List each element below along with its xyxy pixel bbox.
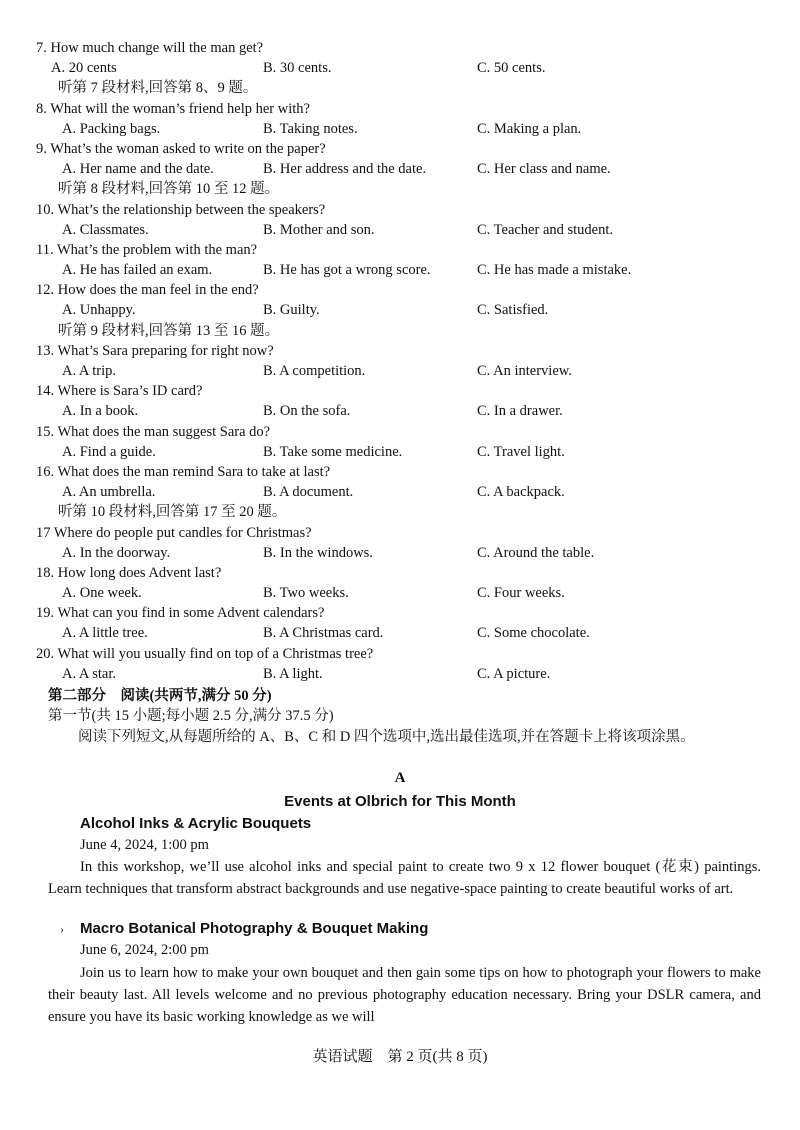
event-title: Macro Botanical Photography & Bouquet Making <box>80 920 429 937</box>
question-stem: 17 Where do people put candles for Christmas? <box>36 524 312 541</box>
option-c: C. A backpack. <box>477 484 565 501</box>
listening-section-instruction: 听第 10 段材料,回答第 17 至 20 题。 <box>58 504 287 521</box>
option-b: B. A Christmas card. <box>263 625 384 642</box>
listening-section-instruction: 听第 7 段材料,回答第 8、9 题。 <box>58 80 258 97</box>
question-stem: 11. What’s the problem with the man? <box>36 241 258 258</box>
option-c: C. Her class and name. <box>477 161 611 178</box>
question-stem: 15. What does the man suggest Sara do? <box>36 423 271 440</box>
answer-options <box>0 260 800 280</box>
page-footer: 英语试题 第 2 页(共 8 页) <box>312 1049 488 1065</box>
event-date: June 4, 2024, 1:00 pm <box>80 837 209 853</box>
option-c: C. An interview. <box>477 363 572 379</box>
option-b: B. On the sofa. <box>263 403 351 420</box>
answer-options <box>0 220 800 240</box>
part2-heading: 第二部分 阅读(共两节,满分 50 分) <box>48 688 272 704</box>
option-c: C. Satisfied. <box>477 302 549 319</box>
question-stem: 16. What does the man remind Sara to take at last? <box>36 463 331 480</box>
question-stem: 20. What will you usually find on top of a Christmas tree? <box>36 645 374 662</box>
option-c: C. Making a plan. <box>477 120 582 137</box>
passage-title: Events at Olbrich for This Month <box>284 793 516 810</box>
option-c: C. A picture. <box>477 665 551 682</box>
option-c: C. In a drawer. <box>477 403 563 420</box>
option-c: C. Some chocolate. <box>477 625 590 642</box>
option-a: A. Unhappy. <box>62 302 136 319</box>
question-stem: 18. How long does Advent last? <box>36 564 222 581</box>
option-b: B. Taking notes. <box>263 120 358 137</box>
event-description: In this workshop, we’ll use alcohol inks and special paint to create two 9 x 12 flower bouquet (花束) paintings. Learn techniques that transform abstract backgrounds and use negative-space painting to create beautiful works of art. <box>48 859 761 897</box>
section1-heading: 第一节(共 15 小题;每小题 2.5 分,满分 37.5 分) <box>48 708 334 725</box>
answer-options <box>0 543 800 563</box>
option-c: C. Teacher and student. <box>477 221 614 238</box>
option-b: B. He has got a wrong score. <box>263 262 431 279</box>
answer-options <box>0 159 800 179</box>
event-date: June 6, 2024, 2:00 pm <box>80 942 209 958</box>
question-stem: 9. What’s the woman asked to write on the paper? <box>36 140 326 157</box>
option-c: C. He has made a mistake. <box>477 262 632 279</box>
option-b: B. A competition. <box>263 363 366 379</box>
option-b: B. Take some medicine. <box>263 443 403 460</box>
listening-section-instruction: 听第 8 段材料,回答第 10 至 12 题。 <box>58 181 280 198</box>
question-stem: 7. How much change will the man get? <box>36 40 264 56</box>
listening-section-instruction: 听第 9 段材料,回答第 13 至 16 题。 <box>58 322 280 339</box>
option-a: A. He has failed an exam. <box>62 262 213 279</box>
option-a: A. Her name and the date. <box>62 161 214 178</box>
event-title: Alcohol Inks & Acrylic Bouquets <box>80 815 312 832</box>
reading-instruction: 阅读下列短文,从每题所给的 A、B、C 和 D 四个选项中,选出最佳选项,并在答题卡上将该项涂黑。 <box>78 729 695 746</box>
answer-options <box>0 664 800 684</box>
answer-options <box>0 442 800 462</box>
option-b: B. In the windows. <box>263 544 373 561</box>
option-a: A. One week. <box>62 585 142 602</box>
question-stem: 14. Where is Sara’s ID card? <box>36 383 203 400</box>
option-c: C. Around the table. <box>477 544 595 561</box>
option-c: C. Four weeks. <box>477 585 565 602</box>
answer-options <box>0 623 800 643</box>
option-a: A. Find a guide. <box>62 443 156 460</box>
question-stem: 19. What can you find in some Advent calendars? <box>36 605 325 622</box>
question-stem: 10. What’s the relationship between the speakers? <box>36 201 326 218</box>
answer-options <box>0 300 800 320</box>
option-b: B. A document. <box>263 484 354 501</box>
option-b: B. Guilty. <box>263 302 320 319</box>
option-a: A. A trip. <box>62 363 116 379</box>
passage-letter: A <box>394 770 406 786</box>
option-b: B. Mother and son. <box>263 221 375 238</box>
option-a: A. An umbrella. <box>62 484 156 501</box>
answer-options <box>0 401 800 421</box>
listening-questions <box>0 38 800 684</box>
option-a: A. Classmates. <box>62 221 149 238</box>
option-a: A. A star. <box>62 665 116 682</box>
option-a: A. A little tree. <box>62 625 148 642</box>
question-stem: 12. How does the man feel in the end? <box>36 282 259 299</box>
answer-options <box>0 119 800 139</box>
bullet-mark-icon: › <box>60 922 64 936</box>
answer-options <box>0 58 800 78</box>
option-b: B. Two weeks. <box>263 585 349 602</box>
answer-options <box>0 361 800 381</box>
answer-options <box>0 482 800 502</box>
option-c: C. Travel light. <box>477 443 565 460</box>
option-b: B. Her address and the date. <box>263 161 427 178</box>
question-stem: 8. What will the woman’s friend help her with? <box>36 100 310 117</box>
option-b: B. 30 cents. <box>263 60 332 77</box>
option-c: C. 50 cents. <box>477 60 546 77</box>
option-a: A. 20 cents <box>51 60 117 77</box>
option-a: A. Packing bags. <box>62 120 161 137</box>
question-stem: 13. What’s Sara preparing for right now? <box>36 342 274 359</box>
option-b: B. A light. <box>263 665 323 682</box>
answer-options <box>0 583 800 603</box>
option-a: A. In the doorway. <box>62 544 171 561</box>
event-description: Join us to learn how to make your own bouquet and then gain some tips on how to photograph your flowers to make their beauty last. All levels welcome and no previous photography education necessary. Bring your DSLR camera, and ensure you have its basic working knowledge as we will <box>48 965 761 1025</box>
part2-header <box>0 686 800 748</box>
option-a: A. In a book. <box>62 403 139 420</box>
